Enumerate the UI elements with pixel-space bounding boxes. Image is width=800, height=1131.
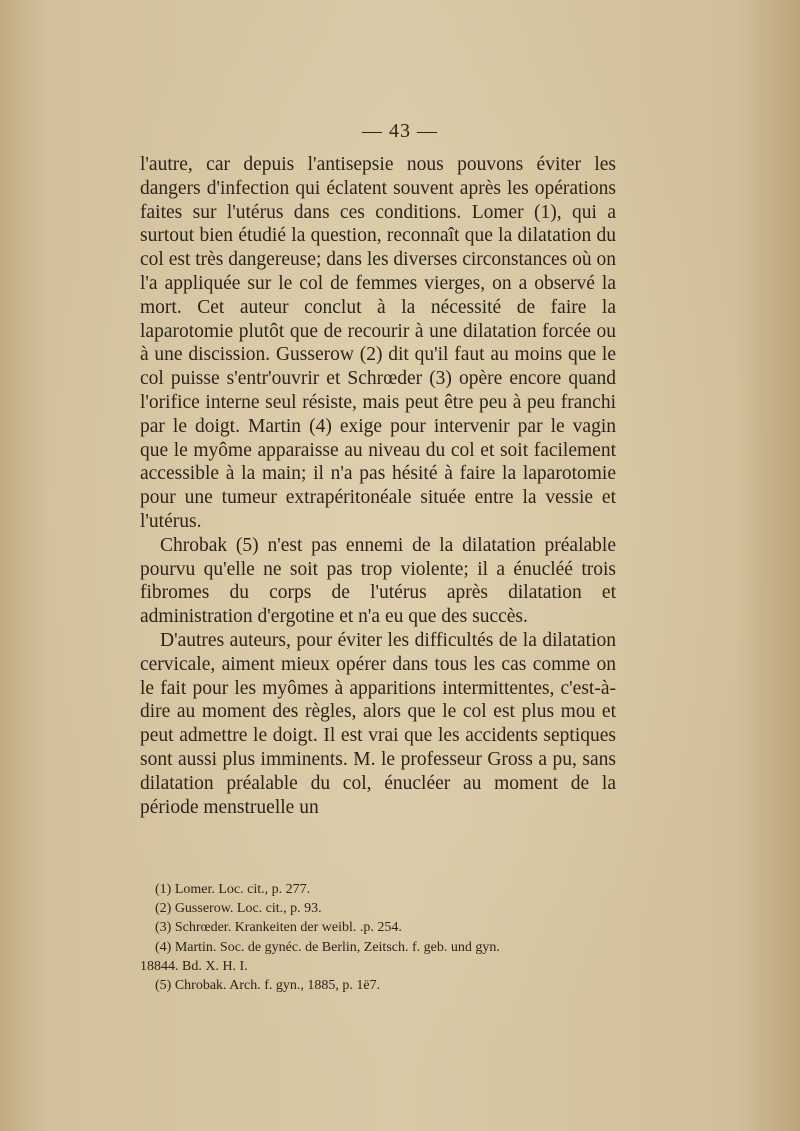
footnote-5: (5) Chrobak. Arch. f. gyn., 1885, p. 1ë7. <box>155 978 381 994</box>
footnote-2: (2) Gusserow. Loc. cit., p. 93. <box>155 901 322 917</box>
footnote-4: (4) Martin. Soc. de gynéc. de Berlin, Zeitsch. f. geb. und gyn. <box>155 939 500 955</box>
page-number: — 43 — <box>362 120 438 142</box>
paragraph-2: Chrobak (5) n'est pas ennemi de la dilatation préalable pourvu qu'elle ne soit pas trop violente; il a énucléé trois fibromes du corps de l'utérus après dilatation et administration d'ergotine et n'a eu que des succès. <box>140 534 616 628</box>
footnotes <box>140 880 625 995</box>
body-text <box>140 153 616 819</box>
footnote-1: (1) Lomer. Loc. cit., p. 277. <box>155 882 311 897</box>
paragraph-1: l'autre, car depuis l'antisepsie nous pouvons éviter les dangers d'infection qui éclatent souvent après les opérations faites sur l'utérus dans ces conditions. Lomer (1), qui a surtout bien étudié la question, reconnaît que la dilatation du col est très dangereuse; dans les diverses circonstances où on l'a appliquée sur le col de femmes vierges, on a observé la mort. Cet auteur conclut à la nécessité de faire la laparotomie plutôt que de recourir à une dilatation forcée ou à une discission. Gusserow (2) dit qu'il faut au moins que le col puisse s'entr'ouvrir et Schrœder (3) opère encore quand l'orifice interne seul résiste, mais peut être peu à peu franchi par le doigt. Martin (4) exige pour intervenir par le vagin que le myôme apparaisse au niveau du col et soit facilement accessible à la main; il n'a pas hésité à faire la laparotomie pour une tumeur extrapéritonéale située entre la vessie et l'utérus. <box>140 154 616 532</box>
footnote-3: (3) Schrœder. Krankeiten der weibl. .p. 254. <box>155 920 402 936</box>
paragraph-3: D'autres auteurs, pour éviter les difficultés de la dilatation cervicale, aiment mieux opérer dans tous les cas comme on le fait pour les myômes à apparitions intermittentes, c'est-à-dire au moment des règles, alors que le col est plus mou et peut admettre le doigt. Il est vrai que les accidents septiques sont aussi plus imminents. M. le professeur Gross a pu, sans dilatation préalable du col, énucléer au moment de la période menstruelle un <box>140 629 616 818</box>
footnote-4-continuation: 18844. Bd. X. H. I. <box>140 958 248 974</box>
